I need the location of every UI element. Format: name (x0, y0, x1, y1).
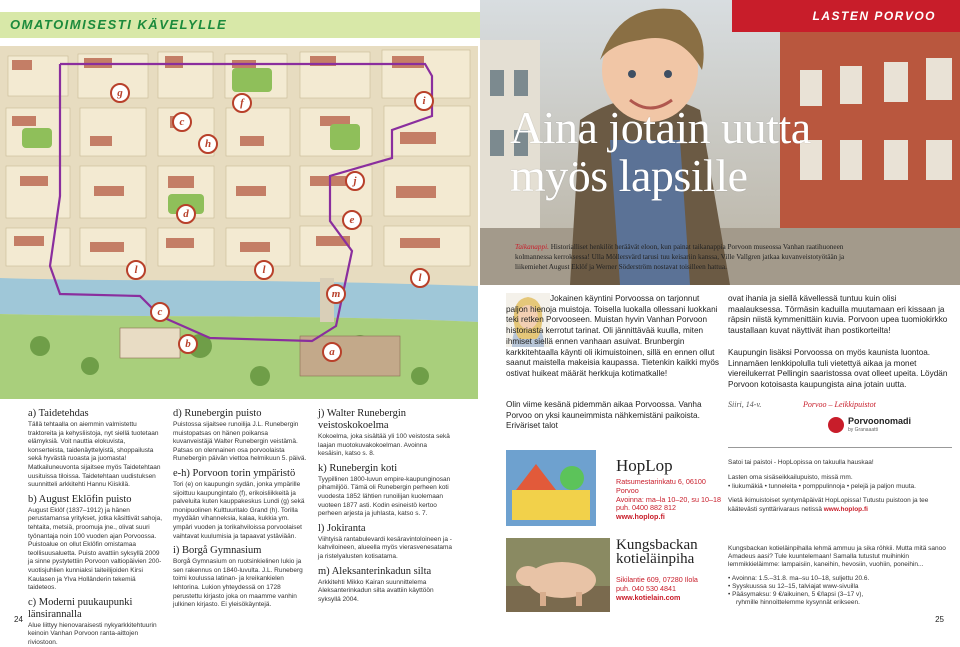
legend-column-3 (318, 404, 453, 604)
map-marker-h[interactable]: h (198, 134, 218, 154)
right-header-bar (732, 0, 960, 32)
kungsbackan-title-line-2: kotieläinpiha (616, 551, 695, 567)
caption-lead: Taikanappi. (515, 243, 549, 251)
map-marker-d[interactable]: d (176, 204, 196, 224)
map-marker-j[interactable]: j (345, 171, 365, 191)
kungsbackan-desc-5: ryhmille hinnoittelemme kysynnät erikseen. (736, 599, 860, 607)
legend-text-m: Arkkitehti Mikko Kairan suunnittelema Aleksanterinkadun silta avattiin käyttöön syksyllä 2004. (318, 578, 434, 603)
map-marker-f[interactable]: f (232, 93, 252, 113)
map-marker-l1[interactable]: l (126, 260, 146, 280)
legend-text-l: Viihtyisä rantabulevardi kesäravintoloineen ja -kahviloineen, alueella myös vierasvenesatama ja ristelyalusten kotisatama. (318, 535, 453, 560)
hoplop-desc-1: Satoi tai paistoi - HopLopissa on takuulla hauskaa! (728, 459, 874, 466)
testimonial-col1-part2: Olin viime kesänä pidemmän aikaa Porvoossa. Vanha Porvoo on yksi kauneimmista nähkemistäni paikoista. Eriväriset talot (506, 400, 702, 431)
kungsbackan-info (616, 576, 724, 602)
hoplop-address: Ratsumestarinkatu 6, 06100 Porvoo (616, 477, 706, 495)
divider (728, 447, 952, 448)
legend-heading-m: m) Aleksanterinkadun silta (318, 565, 432, 577)
hoplop-desc-4: Vietä ikimuistoiset syntymäpäivät HopLopissa! Tutustu puistoon ja tee käätevästi synttärivaraus netissä (728, 497, 929, 514)
legend-text-c: Alue liittyy hienovaraisesti nykyarkkitehtuurin keinoin Vanhan Porvoon ranta-aittojen riviostoon. (28, 621, 157, 646)
map-marker-a[interactable]: a (322, 342, 342, 362)
map-marker-l2[interactable]: l (254, 260, 274, 280)
kungsbackan-desc-4: • Pääsymaksu: 9 €/aikuinen, 5 €/lapsi (3–17 v), (728, 591, 864, 599)
legend-column-1 (28, 404, 163, 647)
legend-heading-c: c) Moderni puukaupunki länsirannalla (28, 596, 133, 620)
legend-column-2 (173, 404, 308, 610)
testimonial-col2: ovat ihania ja siellä kävellessä tuntuu kuin olisi maalauksessa. Törmäsin kaduilla muutamaan eri kissaan ja räpsin niistä kymmenittäin kuvia. Porvoon upea tuomiokirkko taustallaan kuvat näyttivät ihan postikorteilta! (728, 294, 948, 336)
map-marker-i[interactable]: i (414, 91, 434, 111)
pig-photo (506, 538, 610, 612)
legend-text-k: Tyypillinen 1800-luvun empire-kaupunginosan pihamiljöö. Tämä oli Runebergin perheen koti vuodesta 1852 lähtien runoilijan kuolemaan vuoteen 1877 asti. Kodin esineistö kertoo perheen arjesta ja juhlasta, katso s. 7. (318, 475, 451, 518)
map-marker-l3[interactable]: l (410, 268, 430, 288)
legend-text-b: August Eklöf (1837–1912) ja hänen perustamansa yritykset, jotka käsittivät sahoja, tehtaita, metsiä, proomuja jne., olivat suuri työnantaja noin 100 vuoden ajan Porvoossa. Puistoalue on ollut Eklöfin omistamaa teollisuusaluetta. Puisto avattiin syksyllä 2009 ja sinne pystytettiin Porvoon valtiopäivien 200-vuotisjuhlien kunniaksi taiteilijoiden Kirsi Kaulasen ja Ylva Holländerin tekemiä taideteos. (28, 506, 163, 592)
map-marker-c[interactable]: c (172, 112, 192, 132)
map-marker-e[interactable]: e (342, 210, 362, 230)
hero-photo (480, 0, 960, 285)
logo-subtext: by Granaaatti (848, 427, 879, 433)
kungsbackan-description (728, 545, 952, 607)
kungsbackan-web-link[interactable]: www.kotielain.com (616, 592, 681, 602)
hoplop-info (616, 478, 724, 522)
hoplop-desc-link[interactable]: www.hoplop.fi (823, 506, 868, 514)
testimonial-col1: Jokainen käyntini Porvoossa on tarjonnut paljon hienoja muistoja. Toisella luokalla ollessani luokkani teki retken Porvooseen. Muistan hyvin Vanhan Porvoon historiasta kerrotut tarinat. Oli jännittävää kuulla, miten ihmiset siellä ennen vanhaan asuivat. Brunbergin karkkitehtaalla käynti oli ikimuistoinen, sillä en ennen ollut saanut maistella makeisia kaupassa. Tietenkin kaikki myös ostivat huikeat määrät herkkuja kotimatkalle! (506, 294, 719, 378)
testimonial-col2-part2: Kaupungin lisäksi Porvoossa on myös kaunista luontoa. Linnamäen lenkkipolulla tuli vietettyä aikaa ja monet viereilukerrat Pellingin saaristossa ovat olleet upeita. Löydän Porvoon kotoisasta kaupungista aina jotain uutta. (728, 348, 948, 390)
porvoonomadi-logo (828, 415, 918, 437)
headline-line-1: Aina jotain uutta (510, 102, 811, 153)
legend-text-a: Tällä tehtaalla on aiemmin valmistettu traktoreita ja kehysliistoja, nyt siellä tuotetaan elämyksiä. Voit nauttia elokuvista, konserteista, taidenäyttelyistä, shoppailusta sekä hyvästä ruoasta ja juomasta! Matkailuneuvonta sijaitsee myös Taidetehtaan uusituissa tiloissa. Taidetehtaan uudistuksen suunnitteli arkkitehti Hannu Kiiskilä. (28, 421, 161, 489)
left-header (0, 0, 480, 46)
legend-heading-b: b) August Eklöfin puisto (28, 493, 132, 505)
left-page-number: 24 (14, 615, 23, 624)
legend-heading-l: l) Jokiranta (318, 522, 366, 534)
legend-text-d: Puistossa sijaitsee runoilija J.L. Runebergin muistopatsas on hänen poikansa kuvanveistäjä Walter Runebergin veistämä. Patsas on olennainen osa porvoolaista Runebergin päivän viettoa helmikuun 5. päivä. (173, 421, 307, 463)
caption-text: Historialliset henkilöt heräävät eloon, kun painat taikanappia Porvoon museossa Vanhan raatihuoneen kolmannessa kerroksessa! Ulla Möllersvärd tarusi tuu keisariin kanssa, Ville Vallgren jatkaa kuvanveistotyötään ja liikemiehet August Eklöf ja Werner Söderström nostavat toisilleen hattua. (515, 243, 845, 271)
map-marker-g[interactable]: g (110, 83, 130, 103)
hoplop-photo (506, 450, 596, 526)
legend-text-j: Kokoelma, joka sisältää yli 100 veistosta sekä laajan muotokuvakokoelman. Avoinna kesäisin, katso s. 8. (318, 433, 450, 458)
legend-heading-a: a) Taidetehdas (28, 408, 89, 419)
hoplop-phone: puh. 0400 882 812 (616, 503, 676, 513)
kungsbackan-phone: puh. 040 530 4841 (616, 583, 676, 593)
section-title-playgrounds: Porvoo – Leikkipuistot (803, 400, 876, 409)
legend-heading-d: d) Runebergin puisto (173, 408, 262, 419)
logo-icon (828, 417, 844, 433)
legend-text-i: Borgå Gymnasium on ruotsinkielinen lukio ja sen rakennus on 1840-luvulta. J.L. Runeberg toimi koulussa latinan- ja kreikankielen lehtorina. Lukion yhteydessä on 1728 perustettu kirjasto joka on maamme vanhin julkinen kirjasto. Ei yleisökäyntejä. (173, 558, 303, 609)
kungsbackan-address: Sikilantie 609, 07280 Ilola (616, 575, 698, 584)
logo-text: Porvoonomadi (848, 416, 912, 426)
headline-line-2: myös lapsille (510, 150, 748, 201)
kungsbackan-desc-2: • Avoinna: 1.5.–31.8. ma–su 10–18, suljettu 20.6. (728, 574, 870, 582)
kungsbackan-desc-1: Kungsbackan kotieläinpihalla lehmä ammuu ja sika röhkii. Mutta mitä sanoo Amadeus aasi? Tule kuuntelemaan! Samalla tutustut muihinkin lemmikkieläimme: lampaisiin, kaneihin, hevosiin, vuohiin, poneihin... (728, 545, 946, 569)
kungsbackan-title-line-1: Kungsbackan (616, 537, 698, 553)
legend-heading-j: j) Walter Runebergin veistoskokoelma (318, 408, 406, 431)
hoplop-hours: Avoinna: ma–la 10–20, su 10–18 (616, 494, 721, 504)
headline (510, 104, 811, 200)
legend-text-eh: Tori (e) on kaupungin sydän, jonka ympärille sijoittuu kaupungintalo (f), erikoisliikkeitä ja palveluita kuten kauppakeskus Lundi (g) sekä monipuolinen Kulttuuritalo Grand (h). Torilla myydään vihanneksia, kalaa, kukkia ym. ympäri vuoden ja torikahviloissa porvoolaiset vaihtavat kuulumisia ja tapaavat ystäviään. (173, 480, 305, 540)
legend-heading-eh: e-h) Porvoon torin ympäristö (173, 467, 296, 479)
map-marker-b[interactable]: b (178, 334, 198, 354)
right-page-number: 25 (935, 615, 944, 624)
photo-caption (515, 242, 870, 272)
legend-heading-i: i) Borgå Gymnasium (173, 545, 262, 557)
kungsbackan-desc-3: • Syyskuussa su 12–15, talviajat www-sivuilla (728, 582, 859, 590)
hoplop-title: HopLop (616, 456, 673, 475)
kungsbackan-title (616, 538, 698, 566)
left-header-title: OMATOIMISESTI KÄVELYLLE (10, 17, 228, 32)
legend-heading-k: k) Runebergin koti (318, 462, 398, 474)
walking-map (0, 46, 478, 399)
map-marker-c2[interactable]: c (150, 302, 170, 322)
hoplop-desc-2: Lasten oma sisäseikkailupuisto, missä mm. (728, 473, 853, 481)
right-header-title: LASTEN PORVOO (812, 9, 936, 23)
testimonial-signature: Siiri, 14-v. (728, 400, 762, 409)
map-marker-m[interactable]: m (326, 284, 346, 304)
hoplop-desc-3: • liukumäkiä • tunneleita • pomppulinnoja • pelejä ja paljon muuta. (728, 482, 916, 490)
hoplop-web-link[interactable]: www.hoplop.fi (616, 512, 665, 522)
hoplop-description (728, 459, 952, 515)
